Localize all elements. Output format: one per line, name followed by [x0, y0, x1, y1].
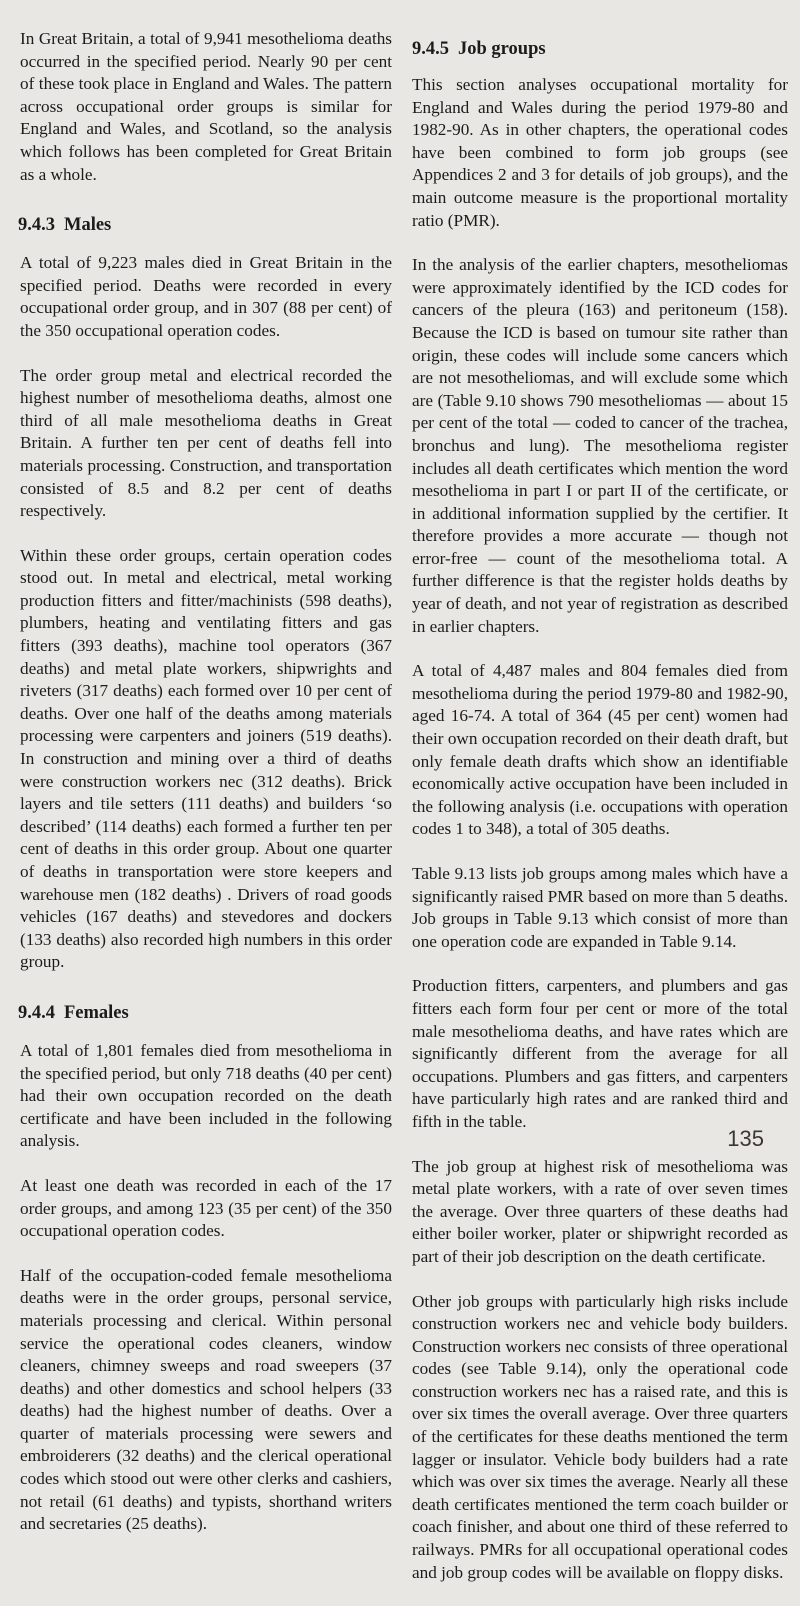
section-heading-job-groups: [412, 38, 788, 60]
section-title: Job groups: [458, 39, 546, 59]
section-number: 9.4.3: [18, 215, 55, 236]
section-number: 9.4.4: [18, 1002, 55, 1023]
paragraph-metal-plate-workers: The job group at highest risk of mesothelioma was metal plate workers, with a rate of over seven times the average. Over three quarters of these deaths had either boiler worker, plater or shipwright recorded as part of their job description on the death certificate.: [412, 1156, 788, 1266]
section-title: Females: [64, 1002, 129, 1023]
paragraph-other-job-groups: Other job groups with particularly high risks include construction workers nec and vehicle body builders. Construction workers nec consists of three operational codes (see Table 9.14), only the operational code construction workers nec has a raised rate, and this is over six times the overall average. Over three quarters of the certificates for these deaths mentioned the term lagger or insulator. Vehicle body builders had a rate which was over six times the average. Nearly all these death certificates mentioned the term coach builder or coach finisher, and about one third of these referred to railways. PMRs for all occupational operational codes and job group codes will be available on floppy disks.: [412, 1291, 788, 1582]
section-heading-females: [18, 1002, 392, 1024]
section-title: Males: [64, 215, 112, 236]
paragraph-job-groups-intro: This section analyses occupational mortality for England and Wales during the period 1979-80 and 1982-90. As in other chapters, the operational codes have been combined to form job groups (see Appendices 2 and 3 for details of job groups), and the main outcome measure is the proportional mortality ratio (PMR).: [412, 75, 788, 230]
paragraph-table-9-13: Table 9.13 lists job groups among males which have a significantly raised PMR based on more than 5 deaths. Job groups in Table 9.13 which consist of more than one operation code are expanded in Table 9.14.: [412, 864, 788, 951]
paragraph-males-total: A total of 9,223 males died in Great Britain in the specified period. Deaths were recorded in every occupational order group, and in 307 (88 per cent) of the 350 occupational operation codes.: [20, 253, 392, 340]
paragraph-males-operation-codes: Within these order groups, certain operation codes stood out. In metal and electrical, metal working production fitters and fitter/machinists (598 deaths), plumbers, heating and ventilating fitters and gas fitters (393 deaths), machine tool operators (367 deaths) and metal plate workers, shipwrights and riveters (317 deaths) each formed over 10 per cent of deaths. Over one half of the deaths among materials processing were carpenters and joiners (519 deaths). In construction and mining over a third of deaths were construction workers nec (312 deaths). Brick layers and tile setters (111 deaths) and builders ‘so described’ (114 deaths) each formed a further ten per cent of deaths in this order group. About one quarter of deaths in transportation were store keepers and warehouse men (182 deaths) . Drivers of road goods vehicles (167 deaths) and stevedores and dockers (133 deaths) also recorded high numbers in this order group.: [20, 545, 392, 972]
right-column: [412, 0, 788, 1606]
paragraph-females-operation-codes: Half of the occupation-coded female mesothelioma deaths were in the order groups, personal service, materials processing and clerical. Within personal service the operational codes cleaners, window cleaners, chimney sweeps and road sweepers (37 deaths) and other domestics and school helpers (33 deaths) had the highest number of deaths. Over a quarter of materials processing were sewers and embroiderers (32 deaths) and the clerical operational codes which stood out were other clerks and cashiers, not retail (61 deaths) and typists, shorthand writers and secretaries (25 deaths).: [20, 1265, 392, 1534]
paragraph-females-total: A total of 1,801 females died from mesothelioma in the specified period, but only 718 deaths (40 per cent) had their own occupation recorded on the death certificate and have been included in the following analysis.: [20, 1040, 392, 1151]
paragraph-deaths-1979-1990: A total of 4,487 males and 804 females died from mesothelioma during the period 1979-80 and 1982-90, aged 16-74. A total of 364 (45 per cent) women had their own occupation recorded on their death draft, but only female death drafts which show an identifiable economically active occupation have been included in the following analysis (i.e. occupations with operation codes 1 to 348), a total of 305 deaths.: [412, 661, 788, 839]
paragraph-production-fitters: Production fitters, carpenters, and plumbers and gas fitters each form four per cent or more of the total male mesothelioma deaths, and have rates which are significantly different from the average for all occupations. Plumbers and gas fitters, and carpenters have particularly high rates and are ranked third and fifth in the table.: [412, 976, 788, 1131]
paragraph-females-order-groups: At least one death was recorded in each of the 17 order groups, and among 123 (35 per cent) of the 350 occupational operation codes.: [20, 1175, 392, 1241]
paragraph-icd-codes: In the analysis of the earlier chapters, mesotheliomas were approximately identified by the ICD codes for cancers of the pleura (163) and peritoneum (158). Because the ICD is based on tumour site rather than origin, these codes will include some cancers which are not mesotheliomas, and will exclude some which are (Table 9.10 shows 790 mesotheliomas — about 15 per cent of the total — coded to cancer of the trachea, bronchus and lung). The mesothelioma register includes all death certificates which mention the word mesothelioma in part I or part II of the certificate, or in additional information supplied by the certifier. It therefore provides a more accurate — though not error-free — count of the mesothelioma total. A further difference is that the register holds deaths by year of death, and not year of registration as described in earlier chapters.: [412, 255, 788, 636]
left-column: [18, 0, 392, 1558]
page-number: 135: [727, 1126, 764, 1151]
paragraph-males-order-groups: The order group metal and electrical recorded the highest number of mesothelioma deaths, almost one third of all male mesothelioma deaths in Great Britain. A further ten per cent of deaths fell into materials processing. Construction, and transportation consisted of 8.5 and 8.2 per cent of deaths respectively.: [20, 365, 392, 521]
section-number: 9.4.5: [412, 39, 449, 59]
paragraph-gb-total: In Great Britain, a total of 9,941 mesothelioma deaths occurred in the specified period. Nearly 90 per cent of these took place in England and Wales. The pattern across occupational order groups is similar for England and Wales, and Scotland, so the analysis which follows has been completed for Great Britain as a whole.: [20, 29, 392, 184]
section-heading-males: [18, 214, 392, 236]
